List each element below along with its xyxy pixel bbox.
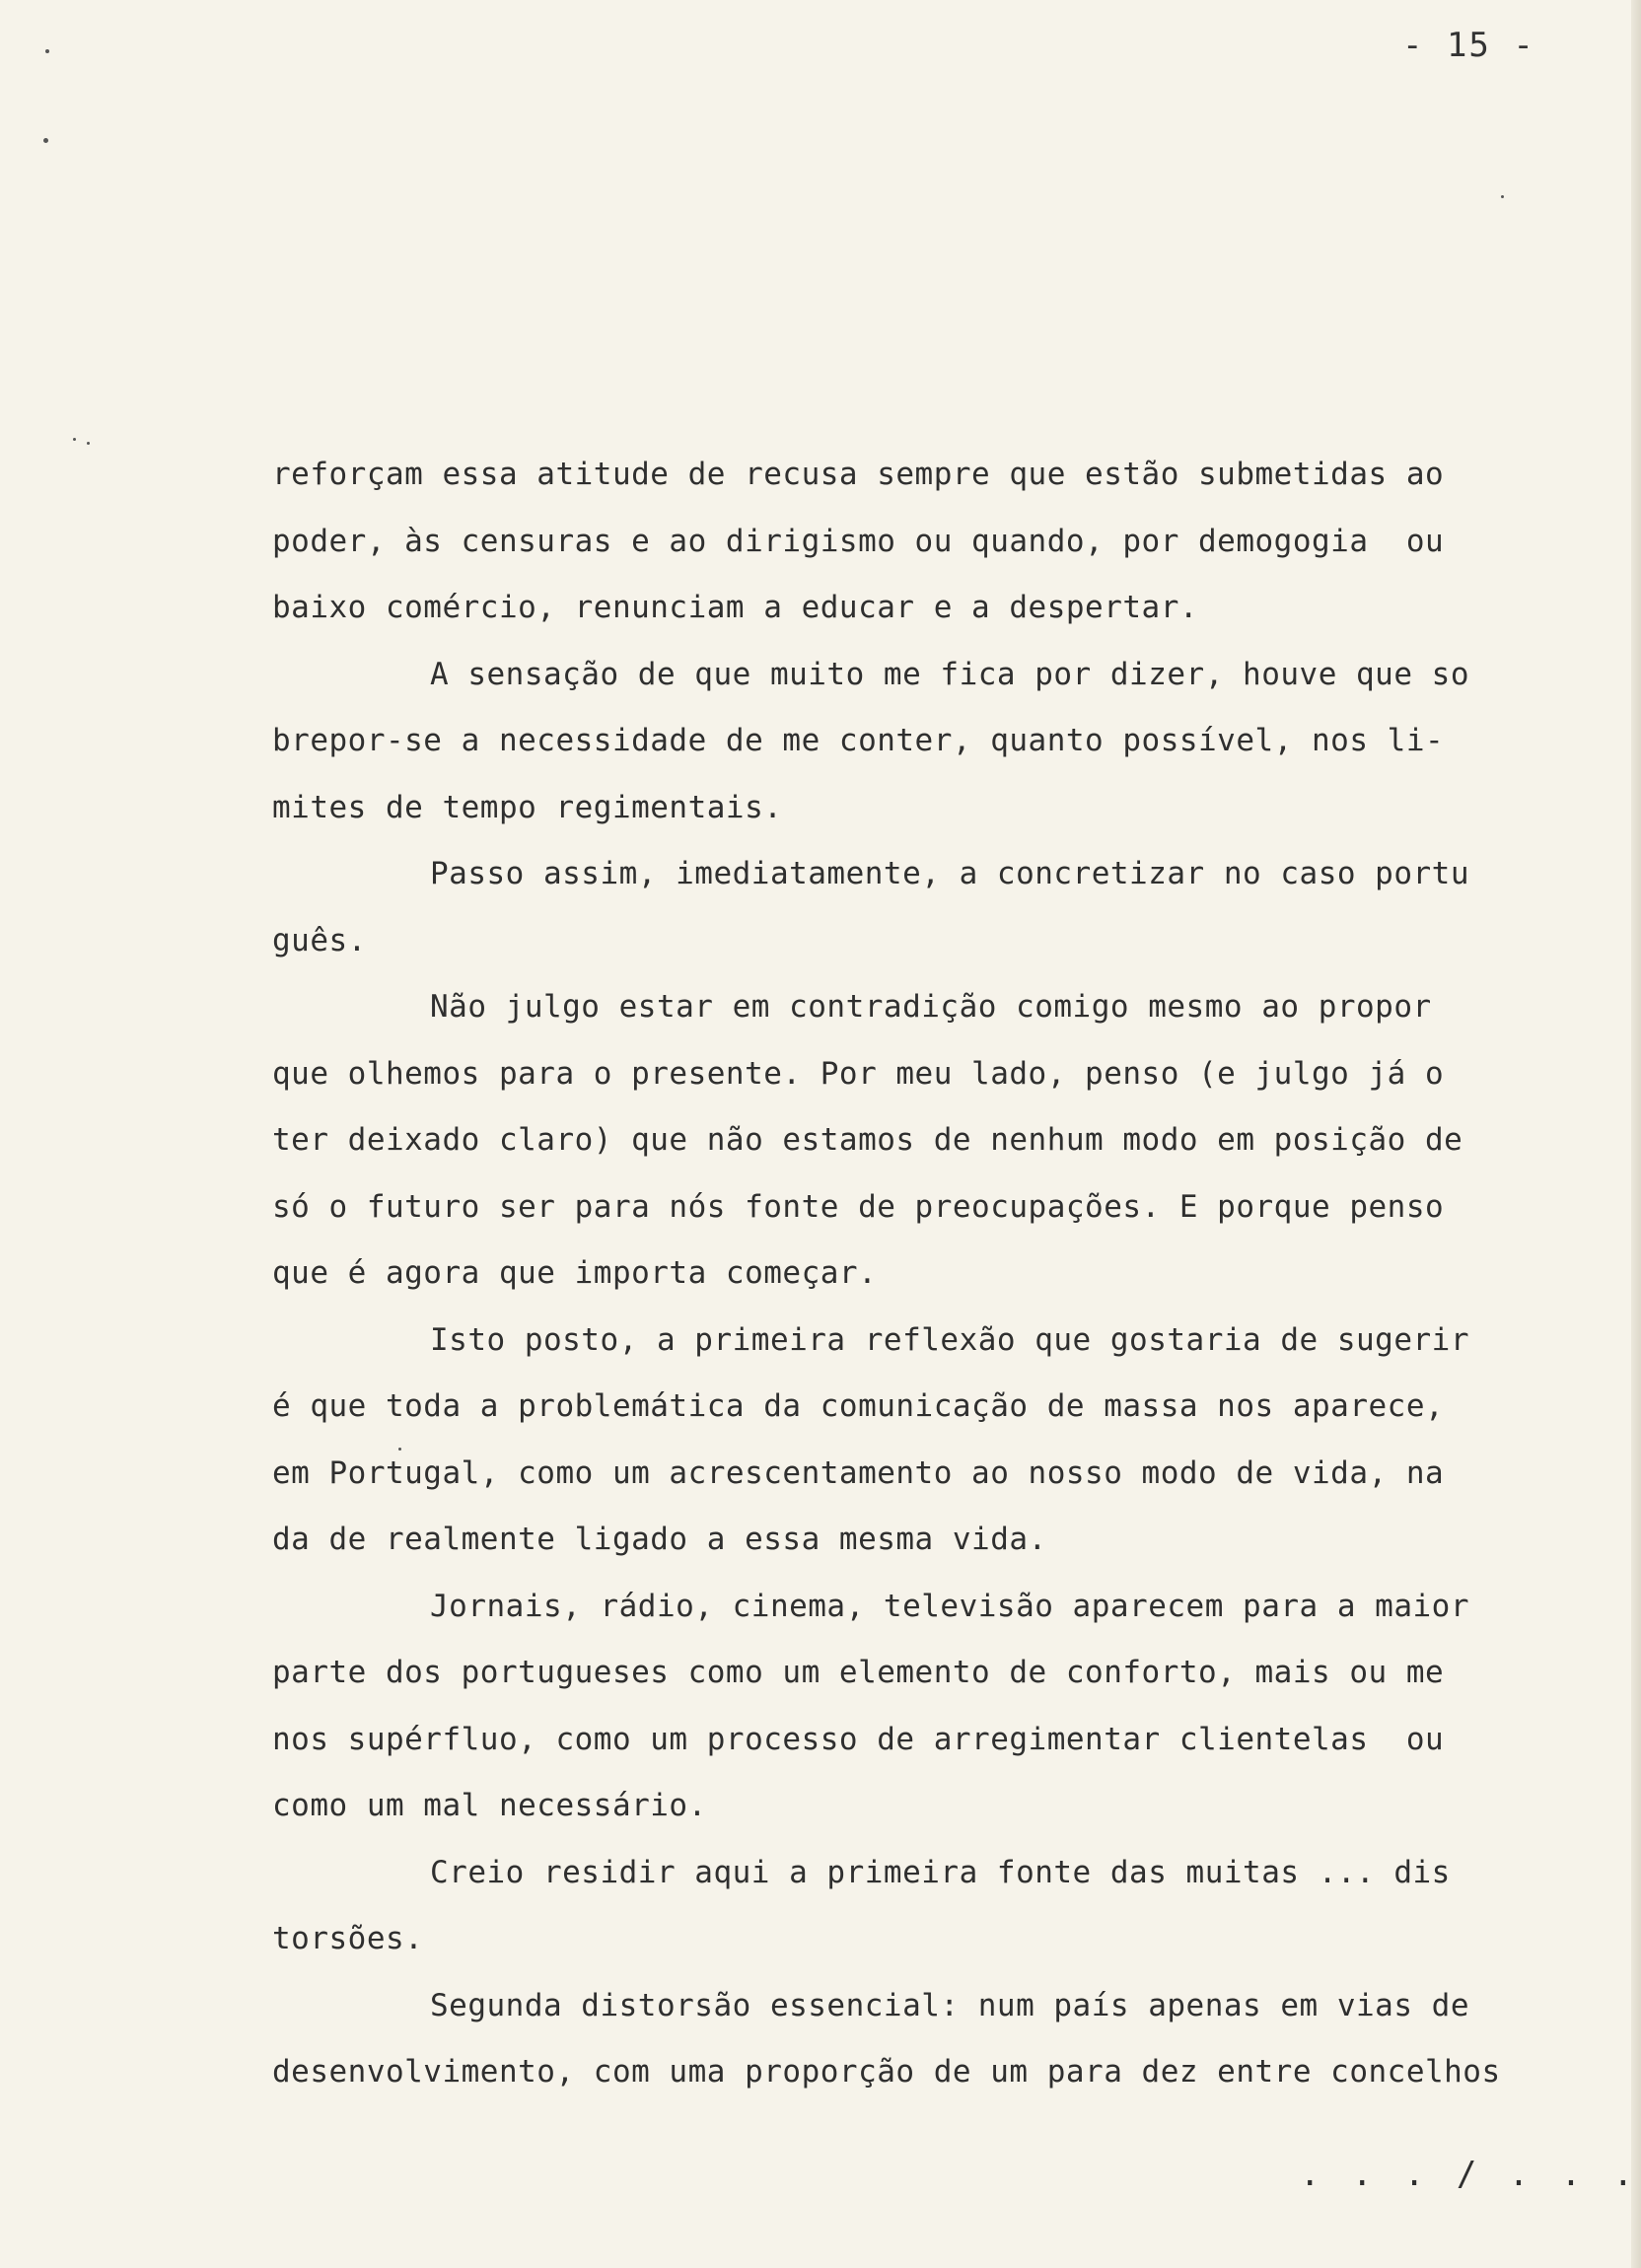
paper-speck: [398, 1448, 401, 1451]
paper-speck: [45, 49, 49, 53]
text-line: em Portugal, como um acrescentamento ao nosso modo de vida, na: [272, 1454, 1445, 1491]
text-line: parte dos portugueses como um elemento de conforto, mais ou me: [272, 1655, 1445, 1690]
text-line: mites de tempo regimentais.: [272, 789, 783, 825]
paragraph-start: Creio residir aqui a primeira fonte das muitas ... dis: [430, 1854, 1451, 1890]
paper-speck: [73, 438, 76, 441]
paragraph-start: Jornais, rádio, cinema, televisão aparecem para a maior: [430, 1588, 1469, 1624]
paragraph-start: Não julgo estar em contradição comigo mesmo ao propor: [430, 989, 1432, 1025]
paper-speck: [87, 442, 90, 445]
text-line: guês.: [272, 922, 367, 958]
document-body: [272, 442, 1564, 2106]
page-edge: [1631, 0, 1641, 2268]
text-line: como um mal necessário.: [272, 1788, 707, 1823]
text-line: desenvolvimento, com uma proporção de um para dez entre concelhos: [272, 2054, 1501, 2090]
continuation-mark: . . . / . . .: [1300, 2155, 1640, 2194]
text-line: torsões.: [272, 1921, 424, 1956]
text-line: ter deixado claro) que não estamos de nenhum modo em posição de: [272, 1122, 1463, 1158]
paper-speck: [43, 138, 48, 143]
text-line: reforçam essa atitude de recusa sempre que estão submetidas ao: [272, 457, 1445, 492]
text-line: que olhemos para o presente. Por meu lado, penso (e julgo já o: [272, 1055, 1445, 1092]
paragraph-start: Passo assim, imediatamente, a concretizar no caso portu: [430, 856, 1469, 891]
text-line: é que toda a problemática da comunicação de massa nos aparece,: [272, 1388, 1445, 1424]
text-line: que é agora que importa começar.: [272, 1255, 878, 1291]
text-line: da de realmente ligado a essa mesma vida.: [272, 1522, 1047, 1557]
text-line: nos supérfluo, como um processo de arregimentar clientelas ou: [272, 1721, 1445, 1757]
text-line: baixo comércio, renunciam a educar e a despertar.: [272, 590, 1199, 625]
text-line: poder, às censuras e ao dirigismo ou quando, por demogogia ou: [272, 523, 1445, 559]
paragraph-start: A sensação de que muito me fica por dizer, houve que so: [430, 656, 1469, 692]
paragraph-start: Isto posto, a primeira reflexão que gostaria de sugerir: [430, 1321, 1469, 1358]
paragraph-start: Segunda distorsão essencial: num país apenas em vias de: [430, 1987, 1469, 2023]
paper-speck: [1501, 195, 1504, 198]
text-line: só o futuro ser para nós fonte de preocupações. E porque penso: [272, 1188, 1445, 1225]
text-line: brepor-se a necessidade de me conter, quanto possível, nos li-: [272, 723, 1445, 758]
page-number: - 15 -: [1402, 26, 1535, 65]
